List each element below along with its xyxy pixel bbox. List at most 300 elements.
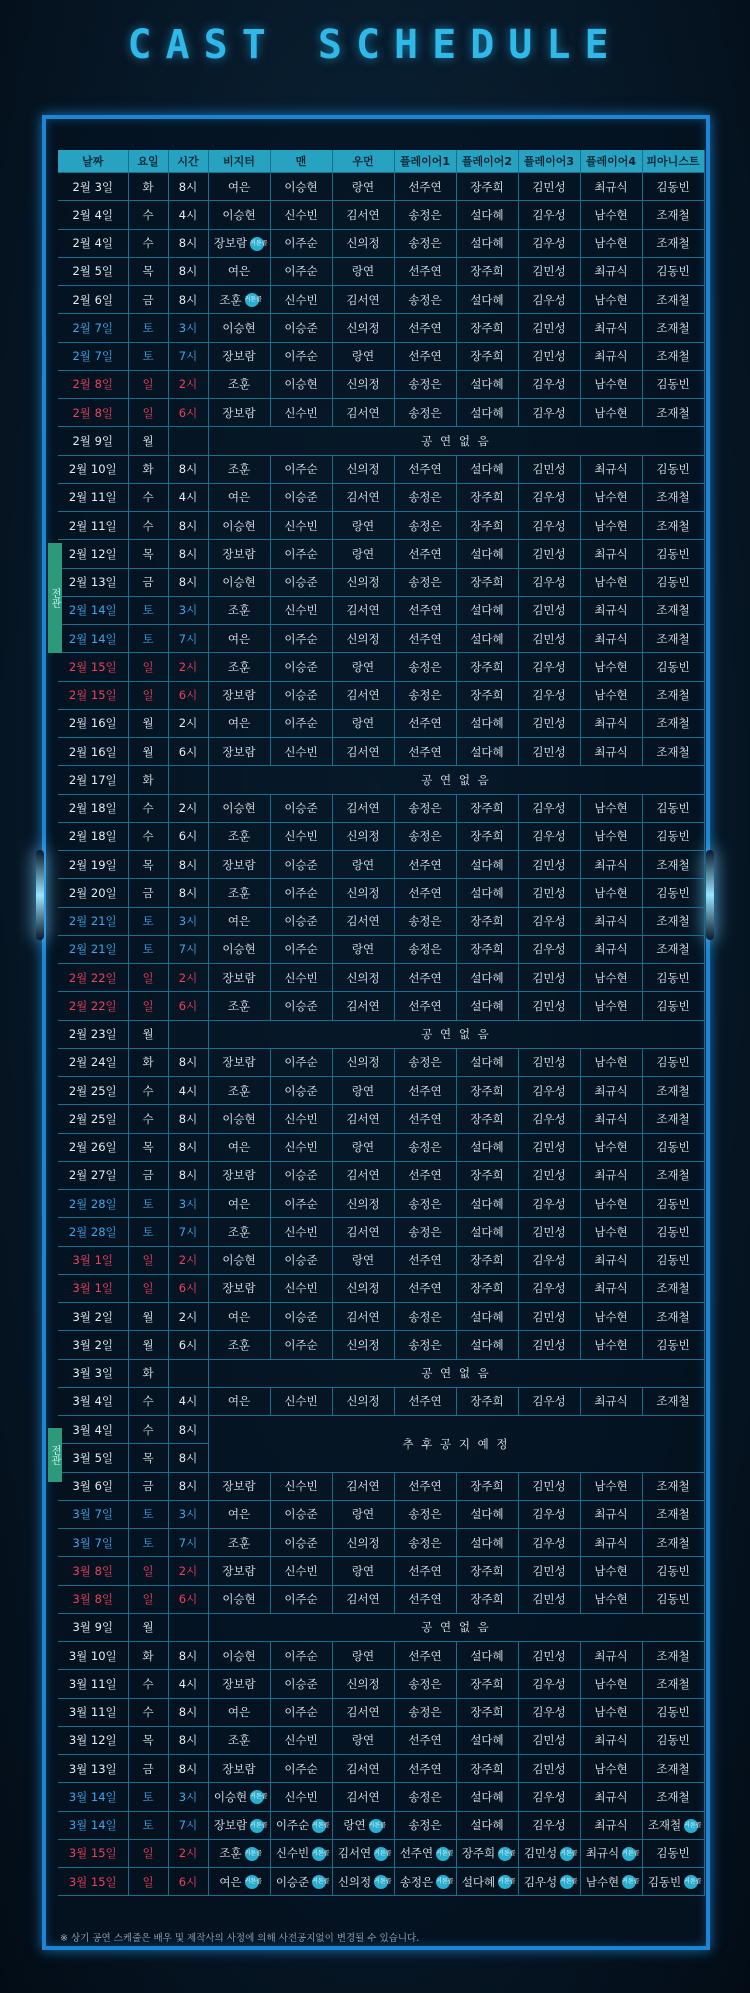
cast-cell	[270, 1387, 332, 1415]
cell-date: 3월 13일	[58, 1755, 128, 1783]
cast-cell	[518, 1698, 580, 1726]
cast-cell	[394, 1726, 456, 1754]
cast-cell	[394, 1585, 456, 1613]
cast-name: 신의정	[346, 1337, 380, 1352]
cast-cell	[518, 173, 580, 201]
cast-name: 조재철	[656, 1761, 690, 1776]
cast-name: 선주연	[408, 1111, 442, 1126]
cast-cell	[208, 625, 270, 653]
cast-name: 이주순	[284, 1592, 318, 1607]
cast-cell	[580, 1868, 642, 1896]
cast-cell	[270, 257, 332, 285]
left-glow	[36, 850, 44, 940]
cast-cell	[518, 201, 580, 229]
cast-name: 김동빈	[656, 970, 690, 985]
cast-cell	[270, 1642, 332, 1670]
cell-date: 2월 26일	[58, 1133, 128, 1161]
cast-cell	[208, 1698, 270, 1726]
cast-cell	[580, 1331, 642, 1359]
cast-cell	[332, 1726, 394, 1754]
cast-name: 김우성	[532, 1705, 566, 1720]
cast-cell	[394, 201, 456, 229]
cell-time: 2시	[168, 1246, 208, 1274]
cast-cell	[208, 1077, 270, 1105]
cast-cell	[394, 399, 456, 427]
curtain-call-badge: 커튼콜	[622, 1847, 636, 1861]
cast-name: 장보람	[222, 1168, 256, 1183]
table-row	[58, 568, 704, 596]
curtain-call-badge: 커튼콜	[245, 1847, 259, 1861]
cast-cell	[518, 342, 580, 370]
cast-name: 송정은	[399, 1874, 434, 1889]
cast-name: 장보람	[222, 744, 256, 759]
cast-name: 송정은	[408, 518, 442, 533]
curtain-call-badge: 커튼콜	[312, 1875, 326, 1889]
cell-nosh: 공 연 없 음	[208, 427, 704, 455]
cast-cell	[518, 229, 580, 257]
cast-name: 김우성	[532, 942, 566, 957]
cast-cell	[456, 1387, 518, 1415]
cast-name: 장보람	[222, 349, 256, 364]
cast-cell	[270, 1246, 332, 1274]
cast-name: 신의정	[346, 320, 380, 335]
column-header: 시간	[168, 150, 208, 173]
cell-time: 6시	[168, 399, 208, 427]
cell-day: 일	[128, 992, 168, 1020]
cast-cell	[394, 342, 456, 370]
cast-cell	[580, 1190, 642, 1218]
cast-name: 설다혜	[470, 1224, 504, 1239]
cell-day: 금	[128, 568, 168, 596]
cast-name: 송정은	[408, 914, 442, 929]
cell-time: 8시	[168, 1472, 208, 1500]
cell-date: 2월 17일	[58, 766, 128, 794]
cast-cell	[518, 1303, 580, 1331]
cell-time: 2시	[168, 1303, 208, 1331]
cell-date: 2월 25일	[58, 1105, 128, 1133]
cell-time: 8시	[168, 879, 208, 907]
cell-date: 3월 7일	[58, 1500, 128, 1528]
cast-cell	[394, 483, 456, 511]
cast-cell	[580, 229, 642, 257]
cell-date: 3월 4일	[58, 1387, 128, 1415]
cast-name: 김우성	[532, 1789, 566, 1804]
cast-cell	[518, 1642, 580, 1670]
cast-name: 선주연	[408, 1281, 442, 1296]
cast-cell	[208, 1161, 270, 1189]
cast-name: 송정은	[408, 1818, 442, 1833]
cast-name: 남수현	[594, 1479, 628, 1494]
cast-name: 신의정	[346, 575, 380, 590]
column-header: 피아니스트	[642, 150, 704, 173]
table-row	[58, 512, 704, 540]
cast-name: 김서연	[346, 1592, 380, 1607]
cast-name: 조훈	[227, 1733, 251, 1748]
cast-name: 김동빈	[656, 1337, 690, 1352]
cast-cell	[332, 399, 394, 427]
cell-date: 2월 7일	[58, 342, 128, 370]
cast-name: 송정은	[408, 659, 442, 674]
cast-cell	[270, 342, 332, 370]
cast-name: 최규식	[594, 716, 628, 731]
cast-name: 김민성	[532, 179, 566, 194]
cell-day: 수	[128, 1670, 168, 1698]
cast-name: 설다혜	[470, 857, 504, 872]
cast-cell	[208, 1868, 270, 1896]
cell-day: 수	[128, 1105, 168, 1133]
cell-date: 3월 14일	[58, 1811, 128, 1839]
cast-name: 신의정	[346, 1535, 380, 1550]
cast-cell	[518, 1387, 580, 1415]
cast-name: 이주순	[284, 1337, 318, 1352]
table-row	[58, 1331, 704, 1359]
cast-cell	[456, 1303, 518, 1331]
cast-name: 남수현	[594, 405, 628, 420]
cast-name: 이승준	[284, 857, 318, 872]
cast-name: 김민성	[532, 264, 566, 279]
cast-cell	[270, 1472, 332, 1500]
cast-cell	[332, 1585, 394, 1613]
cast-name: 송정은	[408, 1309, 442, 1324]
cast-cell	[270, 229, 332, 257]
cast-cell	[456, 822, 518, 850]
cast-name: 이승현	[222, 942, 256, 957]
cast-name: 장주희	[470, 1281, 504, 1296]
cast-cell	[456, 229, 518, 257]
cast-name: 김서연	[346, 688, 380, 703]
cast-cell	[208, 1387, 270, 1415]
section-label-second: 전관	[48, 1428, 62, 1482]
cast-cell	[208, 1303, 270, 1331]
cast-cell	[208, 173, 270, 201]
cast-name: 최규식	[594, 179, 628, 194]
cast-cell	[394, 568, 456, 596]
cast-cell	[580, 286, 642, 314]
cast-name: 남수현	[594, 377, 628, 392]
cast-cell	[518, 1190, 580, 1218]
cell-date: 2월 6일	[58, 286, 128, 314]
cell-date: 2월 28일	[58, 1218, 128, 1246]
table-row	[58, 286, 704, 314]
cast-cell	[394, 1161, 456, 1189]
cast-cell	[456, 1331, 518, 1359]
curtain-call-badge: 커튼콜	[250, 1819, 264, 1833]
cast-cell	[332, 370, 394, 398]
cast-cell	[456, 1190, 518, 1218]
cast-cell	[456, 370, 518, 398]
cast-name: 조훈	[227, 1083, 251, 1098]
cast-name: 이승현	[222, 1648, 256, 1663]
cast-cell	[642, 257, 704, 285]
cast-name: 여은	[227, 914, 251, 929]
cast-name: 설다혜	[470, 546, 504, 561]
cast-cell	[456, 1698, 518, 1726]
cell-date: 3월 11일	[58, 1698, 128, 1726]
table-row	[58, 399, 704, 427]
cast-cell	[518, 851, 580, 879]
cast-cell	[456, 1868, 518, 1896]
cast-name: 랑연	[351, 1733, 375, 1748]
cast-name: 김우성	[532, 1818, 566, 1833]
cast-name: 신의정	[346, 377, 380, 392]
cast-cell	[456, 1670, 518, 1698]
cast-name: 남수현	[594, 688, 628, 703]
cast-cell	[580, 314, 642, 342]
cast-cell	[208, 568, 270, 596]
cast-name: 김우성	[532, 1111, 566, 1126]
cast-name: 김서연	[337, 1846, 372, 1861]
cast-name: 선주연	[408, 857, 442, 872]
cast-name: 조재철	[656, 1535, 690, 1550]
cast-cell	[208, 1529, 270, 1557]
cast-name: 신수빈	[284, 1789, 318, 1804]
cast-name: 선주연	[408, 320, 442, 335]
cast-name: 김동빈	[656, 829, 690, 844]
cast-cell	[270, 1500, 332, 1528]
cell-time: 8시	[168, 286, 208, 314]
cast-cell	[394, 879, 456, 907]
cast-name: 장보람	[222, 1563, 256, 1578]
table-row	[58, 1161, 704, 1189]
cast-name: 이승준	[284, 1507, 318, 1522]
cast-cell	[642, 1133, 704, 1161]
cell-time: 7시	[168, 935, 208, 963]
cast-name: 선주연	[408, 885, 442, 900]
cast-cell	[642, 596, 704, 624]
cast-cell	[642, 653, 704, 681]
cast-name: 조훈	[227, 1337, 251, 1352]
cast-name: 최규식	[594, 320, 628, 335]
cast-cell	[394, 992, 456, 1020]
cell-date: 2월 28일	[58, 1190, 128, 1218]
table-row	[58, 1613, 704, 1641]
table-row	[58, 1077, 704, 1105]
cast-name: 이주순	[284, 1196, 318, 1211]
cast-name: 김민성	[532, 1563, 566, 1578]
cast-cell	[208, 964, 270, 992]
cast-name: 송정은	[408, 942, 442, 957]
cast-cell	[208, 1670, 270, 1698]
curtain-call-badge: 커튼콜	[250, 237, 264, 251]
cast-cell	[394, 625, 456, 653]
cast-name: 선주연	[408, 1394, 442, 1409]
cast-name: 신의정	[346, 1196, 380, 1211]
cast-name: 조재철	[656, 518, 690, 533]
cast-name: 조훈	[219, 292, 242, 307]
cast-cell	[642, 455, 704, 483]
cast-cell	[332, 1755, 394, 1783]
cast-name: 김우성	[532, 575, 566, 590]
cast-name: 신수빈	[284, 744, 318, 759]
cast-name: 선주연	[408, 631, 442, 646]
cast-cell	[580, 455, 642, 483]
cast-name: 조재철	[656, 744, 690, 759]
cast-name: 송정은	[408, 207, 442, 222]
cast-name: 랑연	[351, 179, 375, 194]
cast-name: 김우성	[532, 688, 566, 703]
cast-name: 설다혜	[470, 716, 504, 731]
cast-cell	[208, 992, 270, 1020]
cast-name: 김동빈	[656, 1253, 690, 1268]
cast-name: 조재철	[656, 1676, 690, 1691]
cast-name: 신의정	[346, 1676, 380, 1691]
table-row	[58, 681, 704, 709]
cast-name: 최규식	[594, 462, 628, 477]
cast-name: 장주희	[470, 1592, 504, 1607]
cast-name: 설다혜	[470, 1507, 504, 1522]
cast-cell	[580, 1670, 642, 1698]
table-row	[58, 314, 704, 342]
cast-cell	[332, 1868, 394, 1896]
cast-cell	[580, 1500, 642, 1528]
cast-cell	[270, 1218, 332, 1246]
table-row	[58, 1218, 704, 1246]
cast-cell	[580, 1585, 642, 1613]
cast-cell	[270, 1755, 332, 1783]
cast-cell	[580, 1048, 642, 1076]
cell-date: 2월 4일	[58, 201, 128, 229]
cast-name: 김동빈	[656, 1705, 690, 1720]
cell-date: 2월 22일	[58, 964, 128, 992]
cast-name: 장보람	[222, 1479, 256, 1494]
cast-cell	[580, 1105, 642, 1133]
cast-cell	[208, 512, 270, 540]
cell-time: 4시	[168, 483, 208, 511]
cast-name: 장주희	[470, 518, 504, 533]
cast-cell	[642, 1529, 704, 1557]
table-row	[58, 257, 704, 285]
cast-name: 이주순	[284, 264, 318, 279]
cast-name: 여은	[227, 1196, 251, 1211]
cast-cell	[394, 540, 456, 568]
cast-name: 이승준	[284, 1083, 318, 1098]
cast-cell	[456, 455, 518, 483]
cast-cell	[270, 1529, 332, 1557]
cast-name: 송정은	[408, 1789, 442, 1804]
cast-name: 남수현	[594, 292, 628, 307]
cell-day: 일	[128, 681, 168, 709]
cast-name: 신수빈	[284, 1394, 318, 1409]
table-row	[58, 427, 704, 455]
cast-cell	[208, 1755, 270, 1783]
cast-name: 장보람	[213, 1818, 248, 1833]
cast-cell	[456, 907, 518, 935]
cast-name: 신수빈	[284, 518, 318, 533]
cast-name: 선주연	[408, 744, 442, 759]
cast-name: 신의정	[346, 1055, 380, 1070]
cast-cell	[394, 1557, 456, 1585]
cast-name: 설다혜	[470, 631, 504, 646]
cast-name: 장주희	[470, 1168, 504, 1183]
cast-name: 송정은	[408, 405, 442, 420]
cast-cell	[270, 399, 332, 427]
cast-name: 장보람	[222, 857, 256, 872]
cast-cell	[456, 540, 518, 568]
cast-cell	[332, 596, 394, 624]
cast-cell	[518, 540, 580, 568]
cell-time: 3시	[168, 1783, 208, 1811]
cast-cell	[394, 596, 456, 624]
cast-cell	[270, 964, 332, 992]
cast-cell	[332, 1698, 394, 1726]
cast-cell	[394, 738, 456, 766]
cast-name: 조훈	[227, 885, 251, 900]
cell-day: 월	[128, 427, 168, 455]
cast-cell	[332, 229, 394, 257]
cast-cell	[456, 653, 518, 681]
cast-name: 선주연	[408, 179, 442, 194]
table-row	[58, 766, 704, 794]
cast-cell	[394, 257, 456, 285]
cast-cell	[642, 1839, 704, 1867]
cell-date: 2월 15일	[58, 681, 128, 709]
cast-cell	[332, 851, 394, 879]
cast-cell	[456, 1077, 518, 1105]
cast-cell	[456, 286, 518, 314]
cast-name: 김동빈	[656, 264, 690, 279]
table-row	[58, 1190, 704, 1218]
cast-name: 송정은	[408, 1507, 442, 1522]
cast-name: 신수빈	[284, 1111, 318, 1126]
curtain-call-badge: 커튼콜	[436, 1875, 450, 1889]
cast-name: 송정은	[408, 1055, 442, 1070]
cast-name: 김민성	[532, 1479, 566, 1494]
cast-name: 남수현	[594, 1563, 628, 1578]
cast-cell	[332, 257, 394, 285]
cast-cell	[456, 201, 518, 229]
cast-cell	[456, 1726, 518, 1754]
cast-name: 김민성	[532, 1592, 566, 1607]
cast-name: 설다혜	[470, 1140, 504, 1155]
cast-name: 조재철	[656, 1394, 690, 1409]
cast-cell	[456, 992, 518, 1020]
cast-cell	[456, 794, 518, 822]
cast-name: 최규식	[594, 546, 628, 561]
cast-name: 송정은	[408, 1140, 442, 1155]
cast-cell	[270, 653, 332, 681]
cast-cell	[642, 1274, 704, 1302]
cast-name: 김민성	[523, 1846, 558, 1861]
cast-name: 이승현	[222, 320, 256, 335]
cast-name: 김서연	[346, 744, 380, 759]
cast-name: 남수현	[594, 1337, 628, 1352]
cast-cell	[518, 907, 580, 935]
cast-cell	[332, 286, 394, 314]
table-row	[58, 1500, 704, 1528]
cast-name: 이승현	[222, 1111, 256, 1126]
cell-nosh: 공 연 없 음	[208, 1359, 704, 1387]
cast-name: 선주연	[408, 349, 442, 364]
cast-name: 김민성	[532, 1648, 566, 1663]
cast-name: 이주순	[284, 1055, 318, 1070]
cast-cell	[208, 399, 270, 427]
cast-name: 이주순	[284, 631, 318, 646]
cast-cell	[518, 1755, 580, 1783]
cast-name: 김민성	[532, 1168, 566, 1183]
cell-time: 8시	[168, 455, 208, 483]
cast-cell	[332, 1811, 394, 1839]
cast-cell	[332, 738, 394, 766]
cast-name: 김동빈	[656, 1055, 690, 1070]
cast-name: 조재철	[656, 207, 690, 222]
cast-name: 신의정	[346, 236, 380, 251]
cell-day: 일	[128, 1246, 168, 1274]
cast-cell	[580, 1161, 642, 1189]
cast-name: 설다혜	[470, 885, 504, 900]
cast-name: 조재철	[656, 914, 690, 929]
cast-cell	[208, 1783, 270, 1811]
cast-name: 김서연	[346, 1479, 380, 1494]
